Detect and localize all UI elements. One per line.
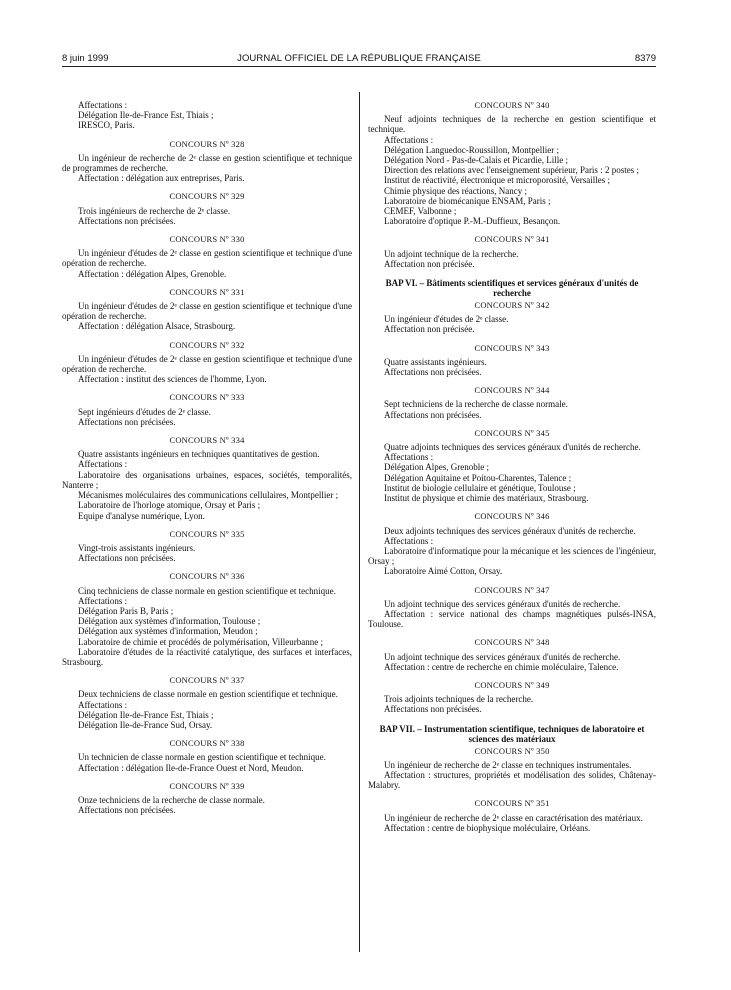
concours-line: Laboratoire de biomécanique ENSAM, Paris ;	[384, 195, 551, 206]
concours-line: Deux adjoints techniques des services généraux d'unités de recherche.	[384, 525, 636, 536]
concours-heading: CONCOURS Nº 335	[169, 528, 245, 539]
left-column	[62, 100, 352, 815]
concours-line: Mécanismes moléculaires des communications cellulaires, Montpellier ;	[78, 490, 339, 501]
concours-heading: CONCOURS Nº 339	[169, 780, 245, 791]
concours-line: Affectation : délégation Alpes, Grenoble.	[78, 268, 227, 279]
intro-line: Affectations :	[78, 100, 128, 110]
concours-line: Un ingénieur d'études de 2ᵉ classe en gestion scientifique et technique d'une opération de recherche.	[62, 353, 352, 375]
concours-line: Un ingénieur de recherche de 2ᵉ classe en techniques instrumentales.	[384, 759, 632, 770]
journal-title: JOURNAL OFFICIEL DE LA RÉPUBLIQUE FRANÇAISE	[237, 53, 481, 64]
concours-line: Délégation Ile-de-France Sud, Orsay.	[78, 719, 213, 730]
concours-heading: CONCOURS Nº 346	[474, 511, 550, 522]
concours-line: Affectations :	[384, 535, 434, 546]
concours-line: Affectation : délégation Ile-de-France Ouest et Nord, Meudon.	[78, 762, 304, 773]
concours-line: Quatre assistants ingénieurs en techniques quantitatives de gestion.	[78, 449, 320, 460]
concours-line: Délégation aux systèmes d'information, Toulouse ;	[78, 616, 261, 627]
concours-line: Affectation : service national des champs magnétiques pulsés-INSA, Toulouse.	[368, 608, 656, 630]
concours-line: Laboratoire de chimie et procédés de polymérisation, Villeurbanne ;	[78, 636, 323, 647]
concours-line: Laboratoire Aimé Cotton, Orsay.	[384, 566, 503, 577]
concours-line: Affectations :	[78, 459, 128, 470]
concours-heading: CONCOURS Nº 337	[169, 675, 245, 686]
concours-line: Laboratoire d'études de la réactivité catalytique, des surfaces et interfaces, Strasbourg.	[62, 646, 352, 667]
concours-line: Cinq techniciens de classe normale en gestion scientifique et technique.	[78, 585, 336, 596]
concours-line: Un adjoint technique des services généraux d'unités de recherche.	[384, 598, 621, 609]
concours-heading: CONCOURS Nº 328	[169, 138, 245, 149]
concours-line: Equipe d'analyse numérique, Lyon.	[78, 510, 205, 521]
concours-line: Onze techniciens de la recherche de classe normale.	[78, 794, 265, 805]
concours-line: CEMEF, Valbonne ;	[384, 206, 457, 217]
concours-line: Un adjoint technique de la recherche.	[384, 248, 519, 259]
concours-heading: CONCOURS Nº 334	[169, 435, 245, 446]
concours-line: Affectations non précisées.	[384, 367, 482, 378]
concours-heading: CONCOURS Nº 350	[474, 745, 550, 756]
concours-line: Affectations non précisées.	[384, 409, 482, 420]
concours-line: Quatre assistants ingénieurs.	[384, 356, 487, 367]
concours-line: Affectation : délégation Alsace, Strasbourg.	[78, 321, 236, 332]
bap-vii-title: BAP VII. – Instrumentation scientifique, techniques de laboratoire et sciences des matériaux	[379, 723, 645, 744]
right-column	[368, 100, 656, 833]
concours-line: Laboratoire de l'horloge atomique, Orsay et Paris ;	[78, 500, 261, 511]
concours-line: Affectations non précisées.	[384, 704, 482, 715]
page-number: 8379	[634, 53, 656, 64]
concours-line: Trois ingénieurs de recherche de 2ᵉ classe.	[78, 205, 231, 216]
concours-line: Affectations :	[78, 699, 128, 710]
column-divider	[359, 92, 360, 952]
concours-line: Affectation : délégation aux entreprises, Paris.	[78, 173, 245, 184]
concours-line: Affectations non précisées.	[78, 553, 176, 564]
concours-line: Institut de biologie cellulaire et génétique, Toulouse ;	[384, 482, 576, 493]
bap-vi-title: BAP VI. – Bâtiments scientifiques et services généraux d'unités de recherche	[385, 278, 639, 299]
concours-heading: CONCOURS Nº 336	[169, 571, 245, 582]
header-rule	[62, 66, 656, 67]
concours-line: Délégation Aquitaine et Poitou-Charentes, Talence ;	[384, 472, 572, 483]
concours-line: Affectation non précisée.	[384, 324, 475, 335]
header-date: 8 juin 1999	[62, 53, 109, 64]
concours-line: Sept techniciens de la recherche de classe normale.	[384, 399, 568, 410]
page-header	[62, 53, 656, 67]
concours-heading: CONCOURS Nº 332	[169, 339, 245, 350]
concours-line: Institut de réactivité, électronique et microporosité, Versailles ;	[384, 175, 611, 186]
concours-line: Institut de physique et chimie des matériaux, Strasbourg.	[384, 493, 589, 504]
concours-heading: CONCOURS Nº 340	[474, 100, 550, 110]
concours-line: Affectations :	[78, 595, 128, 606]
concours-line: Un ingénieur d'études de 2ᵉ classe en gestion scientifique et technique d'une opération de recherche.	[62, 248, 352, 269]
concours-line: Délégation Ile-de-France Est, Thiais ;	[78, 709, 214, 720]
concours-line: Un ingénieur de recherche de 2ᵉ classe en caractérisation des matériaux.	[384, 812, 643, 823]
concours-heading: CONCOURS Nº 333	[169, 392, 245, 403]
concours-heading: CONCOURS Nº 343	[474, 342, 550, 353]
concours-line: Un adjoint technique des services généraux d'unités de recherche.	[384, 651, 621, 662]
concours-heading: CONCOURS Nº 342	[474, 300, 550, 311]
concours-line: Neuf adjoints techniques de la recherche en gestion scientifique et technique.	[368, 114, 656, 135]
concours-line: Laboratoire d'informatique pour la mécanique et les sciences de l'ingénieur, Orsay ;	[368, 545, 656, 567]
concours-line: Délégation Alpes, Grenoble ;	[384, 462, 489, 473]
concours-line: Affectation : centre de biophysique moléculaire, Orléans.	[384, 822, 591, 833]
concours-heading: CONCOURS Nº 331	[169, 286, 245, 297]
concours-line: Laboratoire d'optique P.-M.-Duffieux, Besançon.	[384, 216, 561, 227]
concours-line: Affectation : centre de recherche en chimie moléculaire, Talence.	[384, 661, 619, 672]
concours-line: Direction des relations avec l'enseignement supérieur, Paris : 2 postes ;	[384, 165, 639, 176]
intro-line: Délégation Ile-de-France Est, Thiais ;	[78, 110, 214, 121]
concours-line: Sept ingénieurs d'études de 2ᵉ classe.	[78, 406, 211, 417]
intro-line: IRESCO, Paris.	[78, 120, 135, 131]
concours-line: Délégation Nord - Pas-de-Calais et Picardie, Lille ;	[384, 155, 568, 166]
concours-line: Délégation Paris B, Paris ;	[78, 605, 174, 616]
concours-line: Affectations non précisées.	[78, 416, 176, 427]
concours-heading: CONCOURS Nº 330	[169, 234, 245, 245]
concours-line: Affectations non précisées.	[78, 215, 176, 226]
concours-line: Chimie physique des réactions, Nancy ;	[384, 185, 527, 196]
concours-line: Vingt-trois assistants ingénieurs.	[78, 542, 196, 553]
concours-heading: CONCOURS Nº 351	[474, 798, 550, 809]
concours-line: Affectation : structures, propriétés et modélisation des solides, Châtenay-Malabry.	[368, 769, 656, 791]
concours-line: Un technicien de classe normale en gestion scientifique et technique.	[78, 752, 326, 763]
concours-heading: CONCOURS Nº 349	[474, 679, 550, 690]
concours-line: Affectation non précisée.	[384, 258, 475, 269]
concours-line: Affectations non précisées.	[78, 805, 176, 816]
concours-line: Un ingénieur d'études de 2ᵉ classe.	[384, 314, 509, 325]
concours-line: Délégation aux systèmes d'information, Meudon ;	[78, 626, 258, 637]
concours-heading: CONCOURS Nº 347	[474, 584, 550, 595]
concours-line: Trois adjoints techniques de la recherche.	[384, 694, 534, 705]
concours-heading: CONCOURS Nº 344	[474, 385, 550, 396]
concours-line: Laboratoire des organisations urbaines, espaces, sociétés, temporalités, Nanterre ;	[62, 469, 352, 490]
concours-line: Affectations :	[384, 134, 434, 145]
concours-line: Affectation : institut des sciences de l'homme, Lyon.	[78, 374, 267, 385]
concours-heading: CONCOURS Nº 341	[474, 234, 550, 245]
concours-heading: CONCOURS Nº 338	[169, 738, 245, 749]
concours-line: Un ingénieur d'études de 2ᵉ classe en gestion scientifique et technique d'une opération de recherche.	[62, 301, 352, 322]
concours-heading: CONCOURS Nº 348	[474, 637, 550, 648]
concours-heading: CONCOURS Nº 329	[169, 191, 245, 202]
concours-line: Un ingénieur de recherche de 2ᵉ classe en gestion scientifique et technique de programmes de recherche.	[62, 152, 352, 174]
concours-line: Affectations :	[384, 452, 434, 463]
concours-line: Deux techniciens de classe normale en gestion scientifique et technique.	[78, 689, 338, 700]
concours-line: Délégation Languedoc-Roussillon, Montpellier ;	[384, 144, 559, 155]
concours-heading: CONCOURS Nº 345	[474, 427, 550, 438]
concours-line: Quatre adjoints techniques des services généraux d'unités de recherche.	[384, 442, 641, 453]
